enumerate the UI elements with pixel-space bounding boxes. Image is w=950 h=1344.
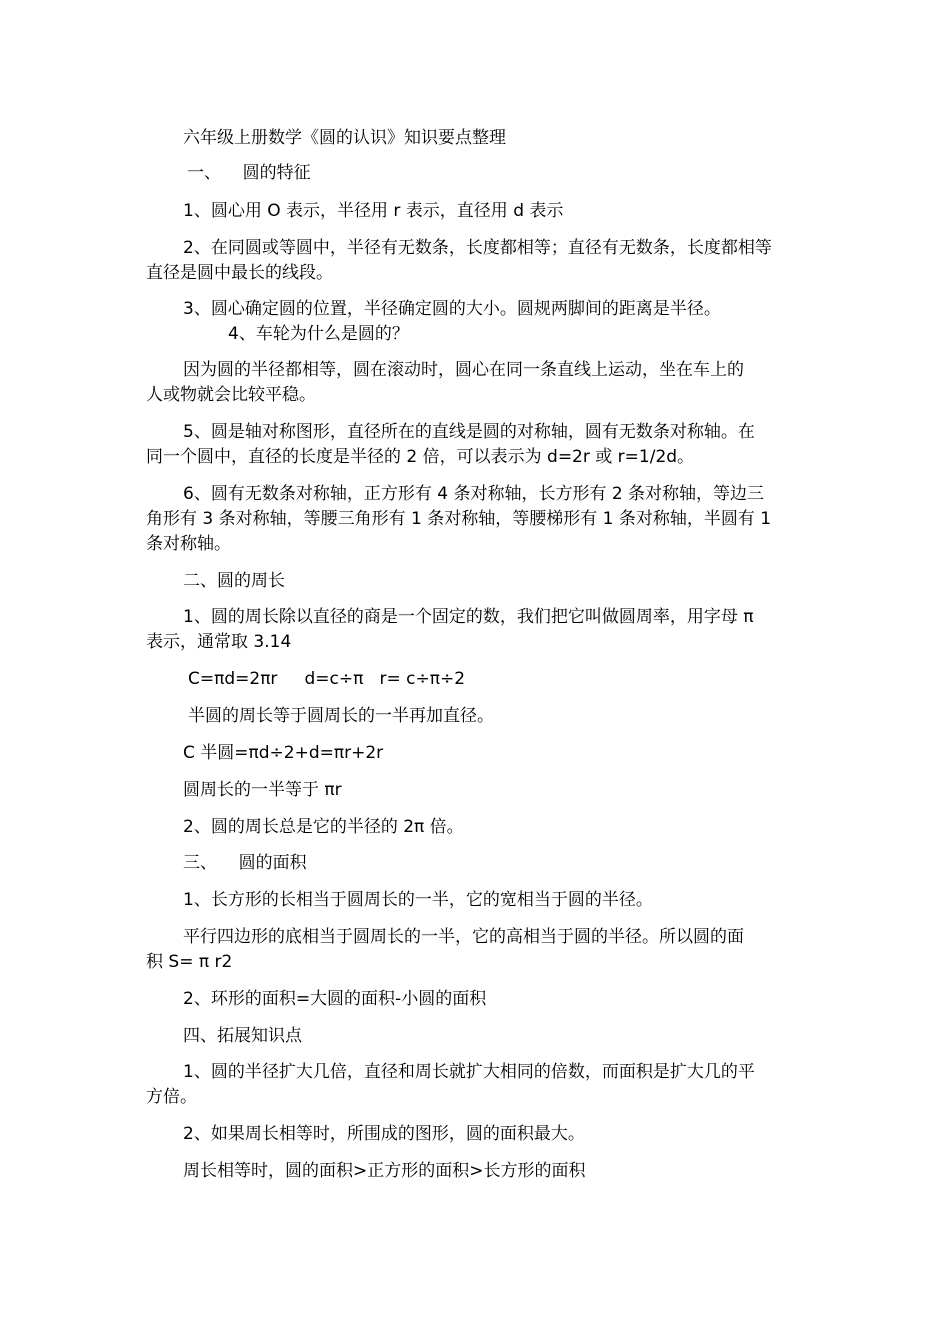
- paragraph-line: 角形有 3 条对称轴，等腰三角形有 1 条对称轴，等腰梯形有 1 条对称轴，半圆有 1: [146, 509, 772, 529]
- paragraph: 3、圆心确定圆的位置，半径确定圆的大小。圆规两脚间的距离是半径。: [183, 299, 721, 319]
- paragraph-line: 1、圆的周长除以直径的商是一个固定的数，我们把它叫做圆周率，用字母 π: [183, 607, 754, 627]
- paragraph-line: 条对称轴。: [146, 534, 231, 554]
- paragraph-line: 2、在同圆或等圆中，半径有无数条，长度都相等；直径有无数条，长度都相等: [183, 238, 772, 258]
- paragraph-line: 方倍。: [146, 1087, 197, 1107]
- paragraph-line: 积 S= π r2: [146, 952, 233, 972]
- section-heading-extension: 四、拓展知识点: [183, 1026, 302, 1046]
- paragraph: [146, 1060, 755, 1110]
- paragraph-line: 1、圆的半径扩大几倍，直径和周长就扩大相同的倍数，而面积是扩大几的平: [183, 1062, 755, 1082]
- paragraph: [146, 605, 753, 655]
- paragraph-line: 人或物就会比较平稳。: [146, 385, 316, 405]
- section-heading-features: 一、 圆的特征: [187, 163, 311, 183]
- section-heading-area: 三、 圆的面积: [183, 853, 307, 873]
- paragraph: [146, 925, 744, 975]
- formula: C=πd=2πr d=c÷π r= c÷π÷2: [188, 669, 466, 689]
- document-title: 六年级上册数学《圆的认识》知识要点整理: [183, 128, 506, 148]
- paragraph-line: 5、圆是轴对称图形，直径所在的直线是圆的对称轴，圆有无数条对称轴。在: [183, 422, 755, 442]
- section-heading-circumference: 二、圆的周长: [183, 571, 285, 591]
- paragraph: 1、长方形的长相当于圆周长的一半，它的宽相当于圆的半径。: [183, 890, 653, 910]
- paragraph: 2、如果周长相等时，所围成的图形，圆的面积最大。: [183, 1124, 585, 1144]
- paragraph-line: 6、圆有无数条对称轴，正方形有 4 条对称轴，长方形有 2 条对称轴，等边三: [183, 484, 765, 504]
- paragraph: 2、环形的面积=大圆的面积-小圆的面积: [183, 989, 487, 1009]
- paragraph: [146, 358, 744, 408]
- paragraph: 4、车轮为什么是圆的？: [228, 324, 409, 344]
- paragraph: 半圆的周长等于圆周长的一半再加直径。: [188, 706, 494, 726]
- paragraph-line: 同一个圆中，直径的长度是半径的 2 倍，可以表示为 d=2r 或 r=1/2d。: [146, 447, 695, 467]
- paragraph: [146, 482, 771, 557]
- paragraph: [146, 420, 755, 470]
- paragraph-line: 平行四边形的底相当于圆周长的一半，它的高相当于圆的半径。所以圆的面: [183, 927, 744, 947]
- paragraph: 周长相等时，圆的面积>正方形的面积>长方形的面积: [183, 1161, 586, 1181]
- paragraph-line: 因为圆的半径都相等，圆在滚动时，圆心在同一条直线上运动，坐在车上的: [183, 360, 744, 380]
- paragraph: 1、圆心用 O 表示，半径用 r 表示，直径用 d 表示: [183, 201, 564, 221]
- paragraph: [146, 236, 772, 286]
- paragraph: 圆周长的一半等于 πr: [183, 780, 342, 800]
- paragraph: 2、圆的周长总是它的半径的 2π 倍。: [183, 817, 464, 837]
- formula: C 半圆=πd÷2+d=πr+2r: [183, 743, 384, 763]
- paragraph-line: 直径是圆中最长的线段。: [146, 263, 333, 283]
- paragraph-line: 表示，通常取 3.14: [146, 632, 292, 652]
